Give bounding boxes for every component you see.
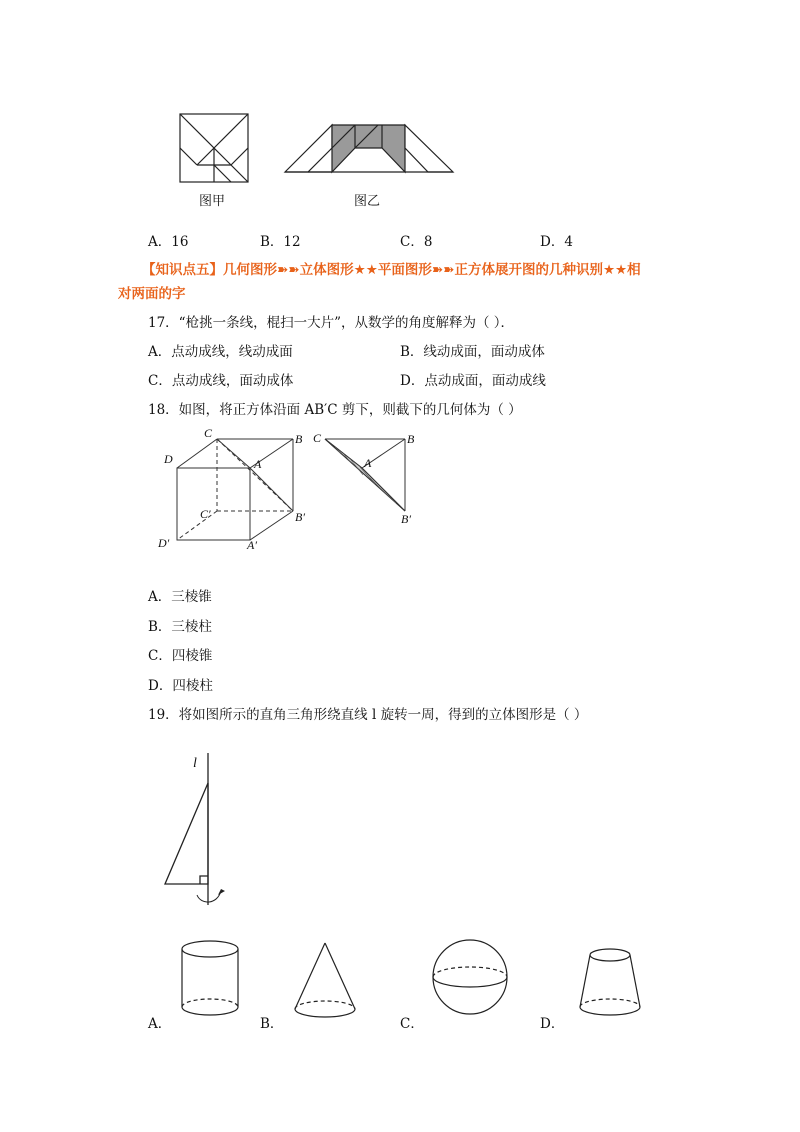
q17-option-c: C．点动成线，面动成体 (148, 373, 294, 389)
line-l-label: l (193, 756, 197, 771)
cube-label-b: B (295, 432, 303, 446)
q18-option-a: A．三棱锥 (148, 589, 212, 605)
option-b: B．12 (260, 234, 301, 250)
cube-label-d: D (164, 452, 173, 466)
right-triangle-rotation-figure (155, 745, 235, 915)
cube-label-b-prime: B′ (295, 510, 305, 524)
q17-option-b: B．线动成面，面动成体 (400, 344, 545, 360)
question-18-stem: 18．如图，将正方体沿面 AB′C 剪下，则截下的几何体为（ ） (148, 402, 522, 418)
question-19-stem: 19．将如图所示的直角三角形绕直线 l 旋转一周，得到的立体图形是（ ） (148, 707, 588, 723)
piece-label-b-prime: B′ (401, 512, 411, 526)
knowledge-point-line2: 对两面的字 (118, 286, 186, 302)
q19-option-d: D． (540, 1016, 565, 1032)
cone-shape (295, 943, 355, 1017)
q17-option-a: A．点动成线，线动成面 (148, 344, 293, 360)
cube-label-a: A (254, 457, 262, 471)
piece-label-c: C (313, 431, 322, 445)
sphere-shape (433, 940, 507, 1014)
question-17-stem: 17．“枪挑一条线，棍扫一大片”，从数学的角度解释为（ ）． (148, 315, 515, 331)
cube-label-c-prime: C′ (200, 507, 211, 521)
q17-option-d: D．点动成面，面动成线 (400, 373, 546, 389)
figure-tangram (170, 108, 470, 218)
q18-option-c: C．四棱锥 (148, 648, 213, 664)
cube-cut-figure (155, 425, 435, 555)
q19-option-a: A． (148, 1016, 172, 1032)
q19-option-b: B． (260, 1016, 284, 1032)
q18-option-d: D．四棱柱 (148, 678, 213, 694)
option-d: D．4 (540, 234, 573, 250)
knowledge-point-line1: 【知识点五】几何图形➽➽立体图形★★平面图形➽➽正方体展开图的几种识别★★相 (142, 262, 641, 278)
piece-label-a: A (364, 456, 372, 470)
q18-option-b: B．三棱柱 (148, 619, 212, 635)
caption-figure-a: 图甲 (199, 194, 226, 209)
option-c: C．8 (400, 234, 433, 250)
cube-label-c: C (204, 426, 213, 440)
solid-options-figure (150, 935, 650, 1025)
q19-option-c: C． (400, 1016, 424, 1032)
option-a: A．16 (148, 234, 189, 250)
cube-label-d-prime: D′ (158, 536, 170, 550)
caption-figure-b: 图乙 (354, 194, 381, 209)
piece-label-b: B (407, 432, 415, 446)
frustum-shape (580, 949, 640, 1015)
cylinder-shape (182, 941, 238, 1015)
cube-label-a-prime: A′ (247, 538, 257, 552)
knowledge-point-heading (118, 258, 718, 306)
